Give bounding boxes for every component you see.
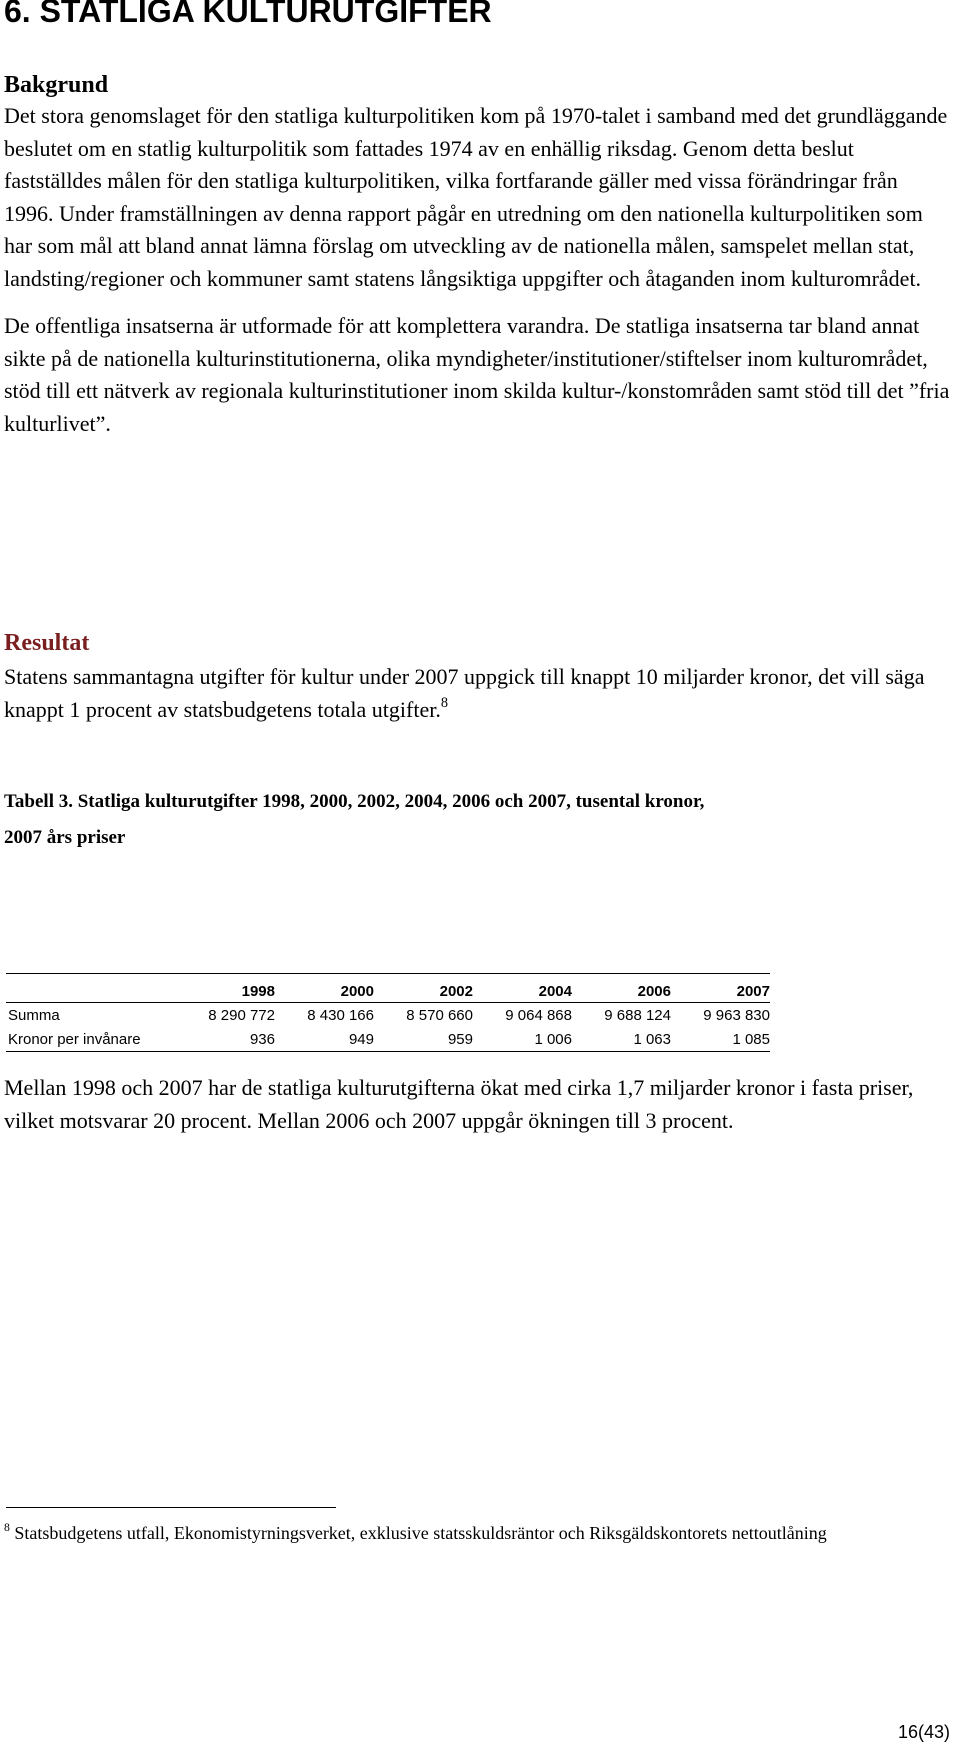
table-cell: 9 688 124 [604,1006,671,1024]
table-header-year: 2006 [637,982,671,1000]
table-header-row [6,974,770,1003]
table-caption-block [4,784,724,856]
table-cell: 9 963 830 [703,1006,770,1024]
result-section [4,628,950,726]
result-paragraph [4,661,950,726]
footnote-number: 8 [4,1520,10,1534]
row-label: Kronor per invånare [8,1030,141,1048]
table-cell: 8 290 772 [208,1006,275,1024]
background-section [4,70,950,440]
table-cell: 1 006 [534,1030,572,1048]
table-cell: 1 063 [633,1030,671,1048]
table-header-year: 2007 [736,982,770,1000]
table-cell: 1 085 [732,1030,770,1048]
background-heading: Bakgrund [4,72,109,98]
expenditure-table [6,973,770,1052]
row-label: Summa [8,1006,60,1024]
table-cell: 8 430 166 [307,1006,374,1024]
footnote [4,1520,950,1547]
table-header-empty [6,974,176,1003]
table-cell: 959 [447,1030,473,1048]
table-header-year: 2000 [340,982,374,1000]
footnote-divider [6,1507,336,1508]
closing-section [4,1072,950,1137]
table-cell: 8 570 660 [406,1006,473,1024]
background-paragraph-2: De offentliga insatserna är utformade för att komplettera varandra. De statliga insatserna tar bland annat sikte på de nationella kulturinstitutionerna, olika myndigheter/institutioner/stiftelser inom kulturområdet, stöd till ett nätverk av regionala kulturinstitutioner inom skilda kultur-/konstområden samt stöd till det ”fria kulturlivet”. [4,313,950,436]
chapter-title: 6. STATLIGA KULTURUTGIFTER [4,0,492,29]
table-cell: 936 [249,1030,275,1048]
table-cell: 9 064 868 [505,1006,572,1024]
page-number: 16(43) [897,1722,950,1742]
footnote-reference: 8 [440,694,448,711]
result-paragraph-text: Statens sammantagna utgifter för kultur under 2007 uppgick till knappt 10 miljarder kronor, det vill säga knappt 1 procent av statsbudgetens totala utgifter. [4,664,925,722]
table-header-year: 2002 [439,982,473,1000]
result-heading: Resultat [4,630,90,656]
table-caption: Tabell 3. Statliga kulturutgifter 1998, 2000, 2002, 2004, 2006 och 2007, tusental kronor, 2007 års priser [4,791,705,848]
background-paragraph-1: Det stora genomslaget för den statliga kulturpolitiken kom på 1970-talet i samband med det grundläggande beslutet om en statlig kulturpolitik som fattades 1974 av en enhällig riksdag. Genom detta beslut fastställdes målen för den statliga kulturpolitiken, vilka fortfarande gäller med vissa förändringar från 1996. Under framställningen av denna rapport pågår en utredning om den nationella kulturpolitiken som har som mål att bland annat lämna förslag om utveckling av de nationella målen, samspelet mellan stat, landsting/regioner och kommuner samt statens långsiktiga uppgifter och åtaganden inom kulturområdet. [4,103,948,291]
table-row [6,1027,770,1052]
table-header-year: 2004 [538,982,572,1000]
footnote-text: Statsbudgetens utfall, Ekonomistyrningsverket, exklusive statsskuldsräntor och Riksgäldskontorets nettoutlåning [14,1523,827,1543]
table-row [6,1003,770,1028]
table-cell: 949 [348,1030,374,1048]
closing-paragraph: Mellan 1998 och 2007 har de statliga kulturutgifterna ökat med cirka 1,7 miljarder kronor i fasta priser, vilket motsvarar 20 procent. Mellan 2006 och 2007 uppgår ökningen till 3 procent. [4,1075,914,1133]
table-header-year: 1998 [241,982,275,1000]
